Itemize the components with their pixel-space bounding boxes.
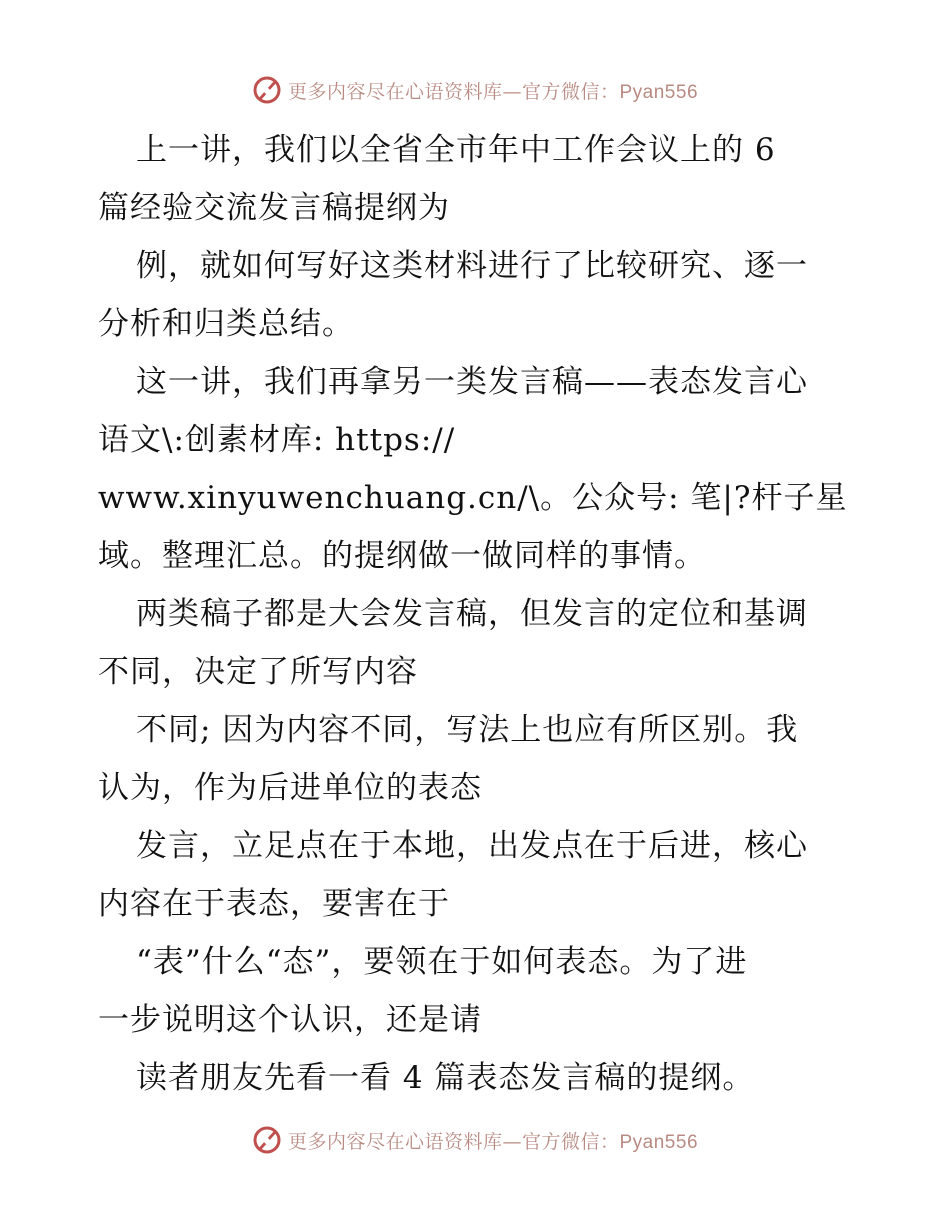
body-line: 这一讲，我们再拿另一类发言稿——表态发言心 [136,364,808,400]
footer-wechat-label: 官方微信： [521,1130,620,1153]
body-line: 篇经验交流发言稿提纲为 [98,190,450,226]
quill-logo-icon [252,1125,282,1155]
header-dash: — [502,80,522,103]
document-body [98,121,858,1107]
body-line: 一步说明这个认识，还是请 [98,1002,482,1038]
body-line: 认为，作为后进单位的表态 [98,770,482,806]
header-slogan: 更多内容尽在心语资料库 [287,80,503,103]
footer-banner [0,1120,950,1160]
footer-text [288,1127,698,1154]
body-line: “表”什么“态”，要领在于如何表态。为了进 [136,944,748,980]
body-line: 发言，立足点在于本地，出发点在于后进，核心 [136,828,808,864]
quill-logo-icon [252,75,282,105]
body-line: 上一讲，我们以全省全市年中工作会议上的 6 [136,132,776,168]
body-line: 读者朋友先看一看 4 篇表态发言稿的提纲。 [136,1060,755,1096]
body-line: 例，就如何写好这类材料进行了比较研究、逐一 [136,248,808,284]
header-wechat-id: Pyan556 [619,81,699,103]
body-line: 不同，决定了所写内容 [98,654,418,690]
body-line: 两类稿子都是大会发言稿，但发言的定位和基调 [136,596,808,632]
body-line: 域。整理汇总。的提纲做一做同样的事情。 [98,538,706,574]
header-text [288,77,698,104]
header-banner [0,70,950,110]
footer-wechat-id: Pyan556 [619,1131,699,1153]
body-line: 语文\:创素材库: https:// [98,422,456,458]
body-line: 分析和归类总结。 [98,306,354,342]
footer-slogan: 更多内容尽在心语资料库 [287,1130,503,1153]
body-line: 内容在于表态，要害在于 [98,886,450,922]
header-wechat-label: 官方微信： [521,80,620,103]
body-line: www.xinyuwenchuang.cn/\。公众号: 笔|?杆子星 [98,480,848,516]
body-line: 不同; 因为内容不同，写法上也应有所区别。我 [136,712,799,748]
footer-dash: — [502,1130,522,1153]
